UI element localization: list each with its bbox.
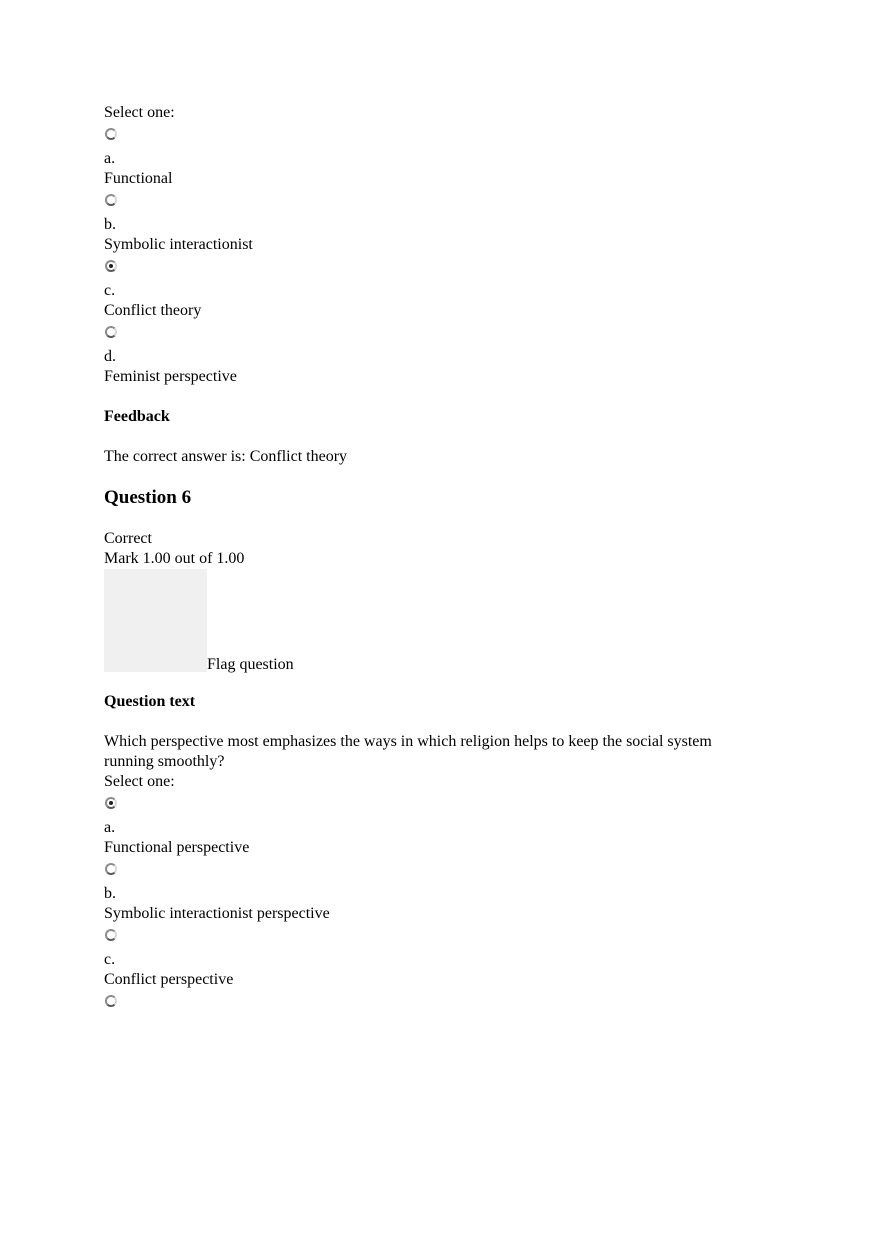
q6-option-b-radio-row[interactable]	[104, 858, 804, 884]
q6-mark: Mark 1.00 out of 1.00	[104, 550, 245, 567]
q5-option-b-radio-row[interactable]	[104, 189, 804, 215]
radio-button-icon[interactable]	[105, 995, 117, 1007]
q6-status: Correct	[104, 530, 152, 547]
q6-select-label: Select one:	[104, 773, 175, 790]
q5-option-d-radio-row[interactable]	[104, 321, 804, 347]
q6-question-line-1: Which perspective most emphasizes the ways in which religion helps to keep the social system	[104, 733, 712, 750]
spacer	[104, 387, 804, 407]
q5-feedback-text: The correct answer is: Conflict theory	[104, 448, 348, 465]
q6-question-text-heading: Question text	[104, 693, 196, 710]
radio-button-icon[interactable]	[105, 260, 117, 272]
q5-select-label: Select one:	[104, 104, 175, 121]
radio-button-icon[interactable]	[105, 326, 117, 338]
q5-option-d-letter: d.	[104, 348, 116, 365]
q5-option-c-radio-row[interactable]	[104, 255, 804, 281]
q6-option-c-letter: c.	[104, 951, 116, 968]
q5-option-a-text[interactable]: Functional	[104, 170, 173, 187]
q6-option-c-text[interactable]: Conflict perspective	[104, 971, 234, 988]
radio-button-icon[interactable]	[105, 929, 117, 941]
radio-button-icon[interactable]	[105, 863, 117, 875]
q6-option-b-text[interactable]: Symbolic interactionist perspective	[104, 905, 330, 922]
radio-button-icon[interactable]	[105, 797, 117, 809]
spacer	[104, 672, 804, 692]
flag-icon[interactable]	[104, 569, 207, 672]
q6-option-d-radio-row[interactable]	[104, 990, 804, 1016]
flag-question-label[interactable]: Flag question	[207, 656, 294, 673]
q6-option-a-text[interactable]: Functional perspective	[104, 839, 250, 856]
q6-heading: Question 6	[104, 487, 192, 508]
q6-option-a-letter: a.	[104, 819, 116, 836]
q5-feedback-heading: Feedback	[104, 408, 170, 425]
flag-question-control[interactable]	[104, 569, 804, 672]
q5-option-b-letter: b.	[104, 216, 116, 233]
radio-button-icon[interactable]	[105, 128, 117, 140]
radio-button-icon[interactable]	[105, 194, 117, 206]
q5-option-a-radio-row[interactable]	[104, 123, 804, 149]
spacer	[104, 427, 804, 447]
q6-question-line-2: running smoothly?	[104, 753, 225, 770]
spacer	[104, 712, 804, 732]
q5-option-b-text[interactable]: Symbolic interactionist	[104, 236, 253, 253]
q5-option-c-letter: c.	[104, 282, 116, 299]
q5-option-c-text[interactable]: Conflict theory	[104, 302, 202, 319]
q6-option-a-radio-row[interactable]	[104, 792, 804, 818]
quiz-page	[104, 103, 804, 1016]
q6-option-b-letter: b.	[104, 885, 116, 902]
q5-option-a-letter: a.	[104, 150, 116, 167]
q6-option-c-radio-row[interactable]	[104, 924, 804, 950]
q5-option-d-text[interactable]: Feminist perspective	[104, 368, 237, 385]
